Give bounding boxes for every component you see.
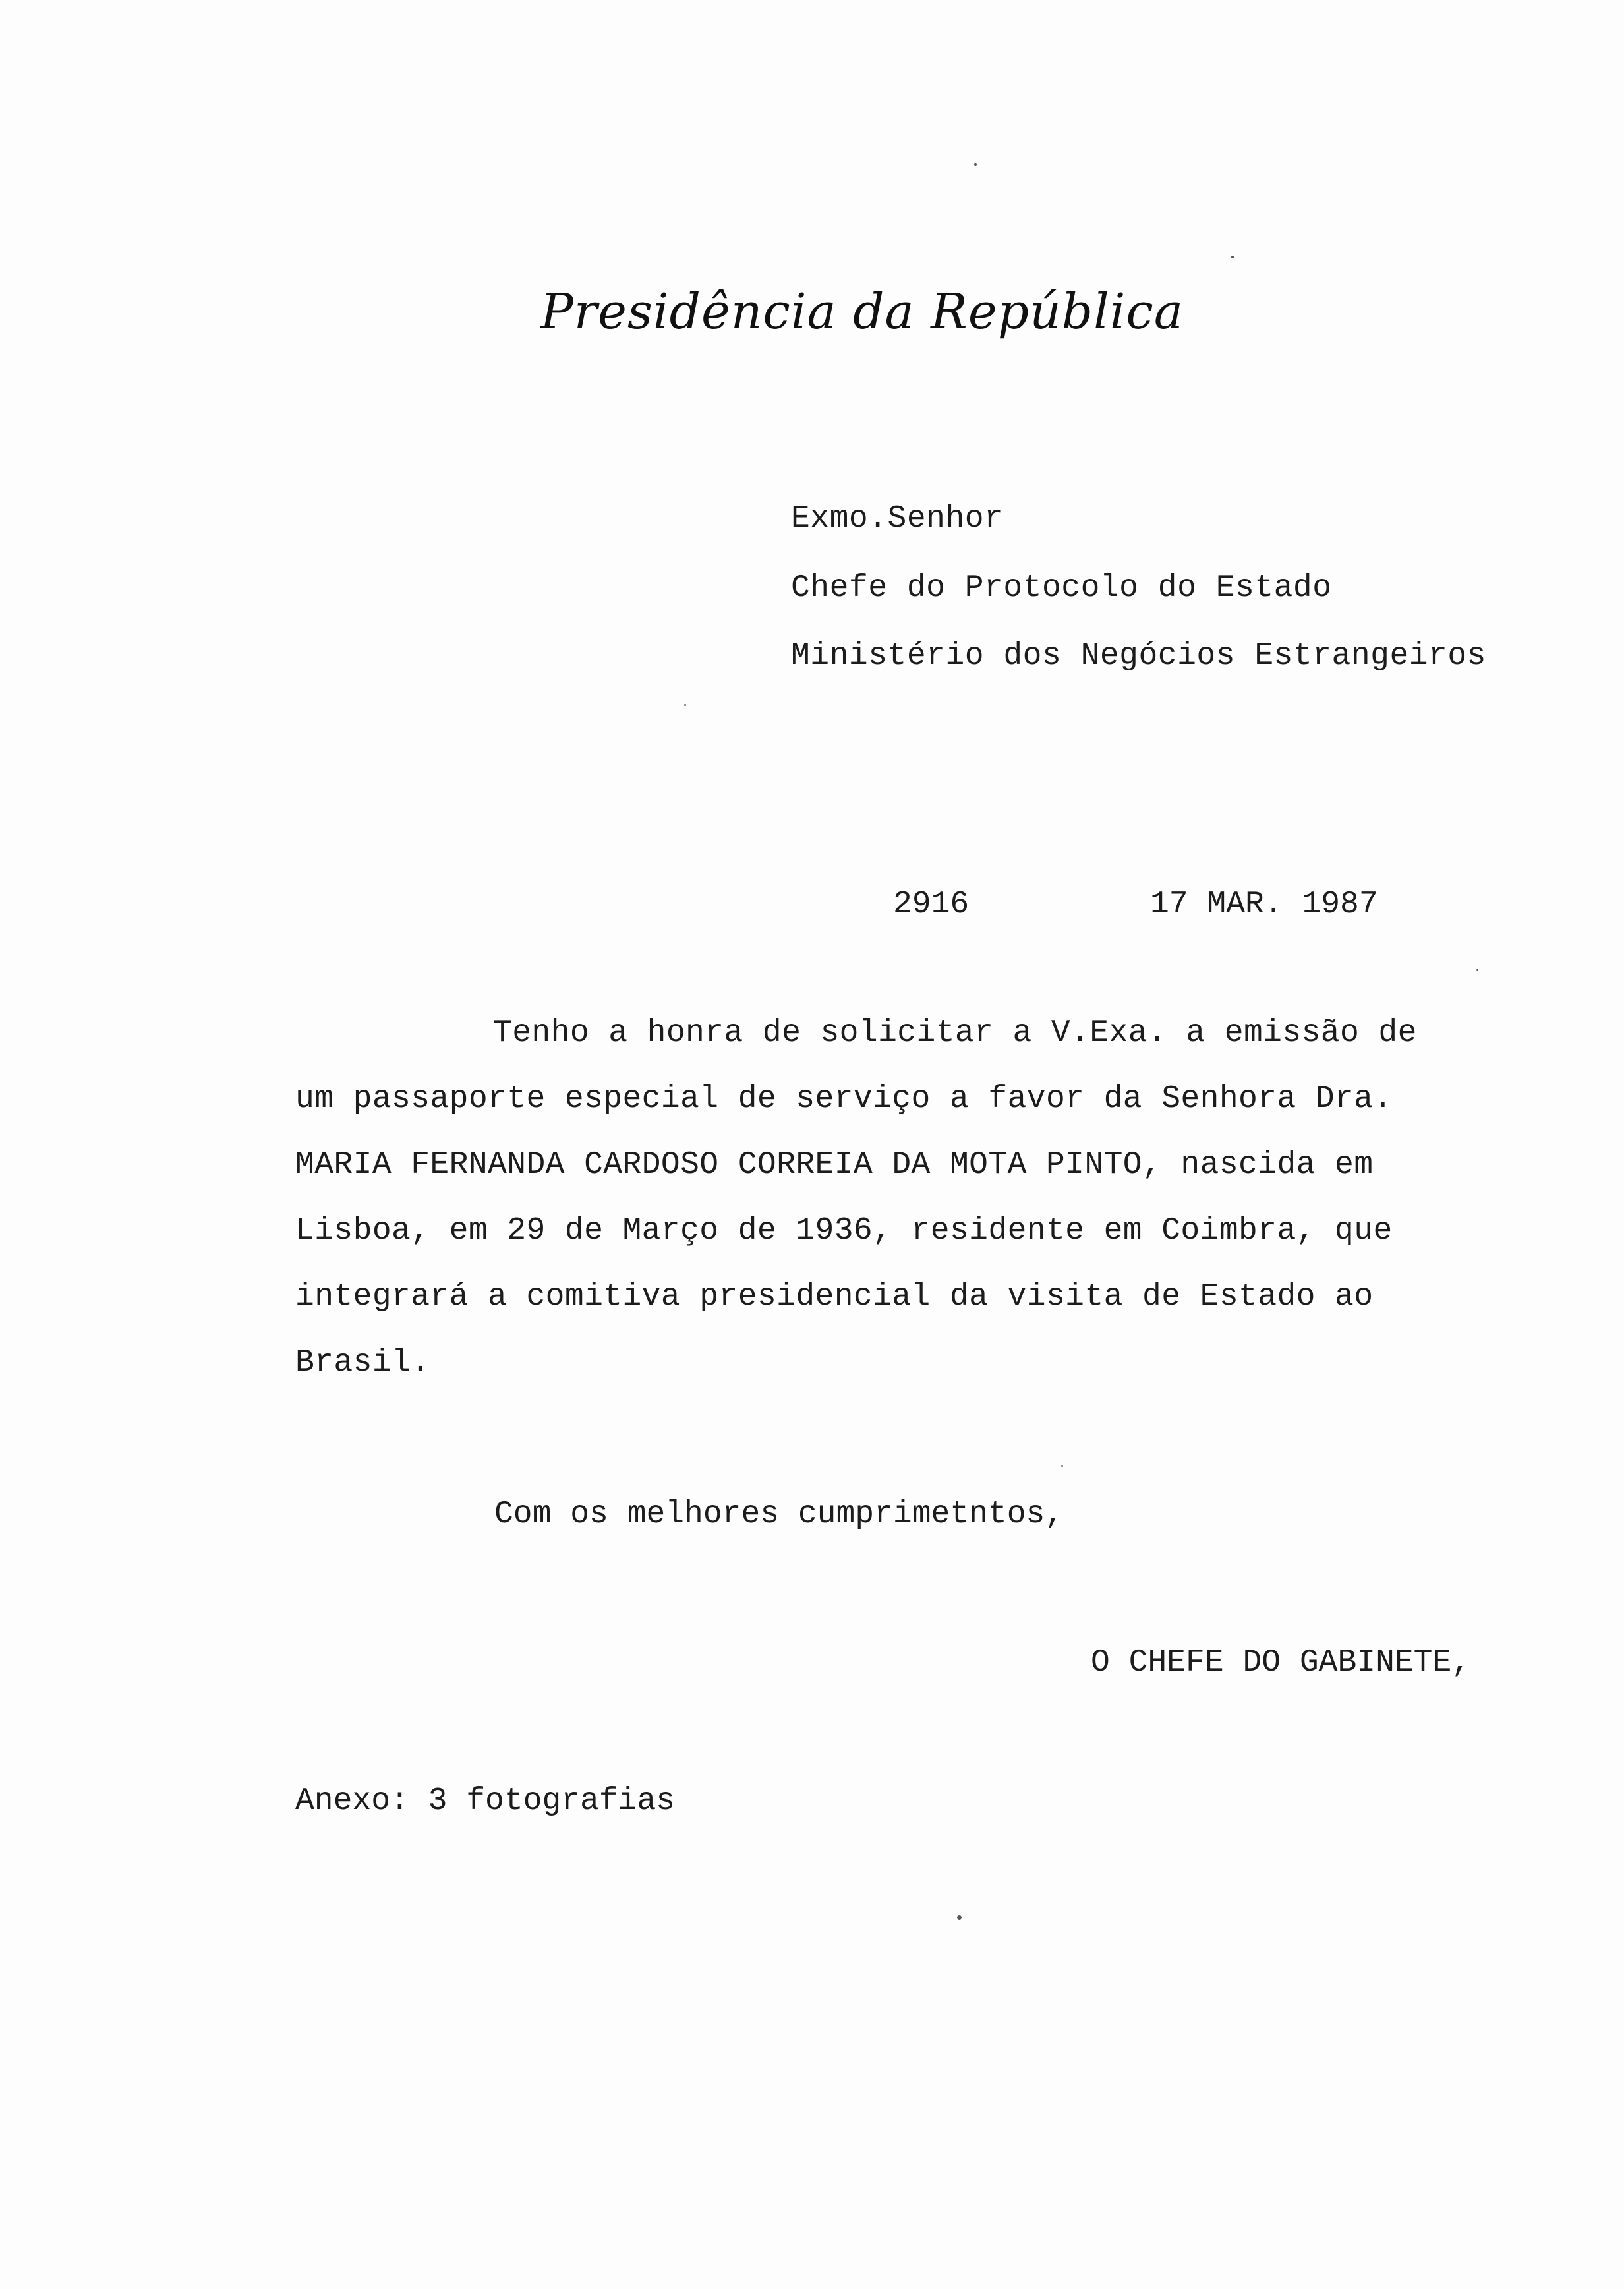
scan-speck: [1476, 969, 1478, 971]
annex-note: Anexo: 3 fotografias: [295, 1783, 676, 1819]
letterhead-title: Presidência da República: [540, 283, 1184, 340]
scan-speck: [957, 1915, 962, 1920]
body-line-2: um passaporte especial de serviço a favor da Senhora Dra.: [295, 1081, 1393, 1117]
reference-date: 17 MAR. 1987: [1150, 887, 1378, 922]
body-line-3: MARIA FERNANDA CARDOSO CORREIA DA MOTA PINTO, nascida em: [295, 1147, 1374, 1183]
scan-speck: [974, 164, 977, 166]
body-line-6: Brasil.: [295, 1345, 430, 1381]
body-line-5: integrará a comitiva presidencial da visita de Estado ao: [295, 1279, 1374, 1315]
addressee-salutation: Exmo.Senhor: [791, 501, 1004, 537]
signoff-title: O CHEFE DO GABINETE,: [1091, 1645, 1471, 1680]
scan-speck: [1061, 1465, 1063, 1467]
body-line-4: Lisboa, em 29 de Março de 1936, residente em Coimbra, que: [295, 1213, 1393, 1249]
scan-speck: [684, 704, 686, 706]
closing-phrase: Com os melhores cumprimetntos,: [494, 1497, 1064, 1532]
addressee-title: Chefe do Protocolo do Estado: [791, 570, 1332, 606]
addressee-ministry: Ministério dos Negócios Estrangeiros: [791, 638, 1486, 674]
scan-speck: [1231, 256, 1234, 258]
body-line-1: Tenho a honra de solicitar a V.Exa. a emissão de: [493, 1015, 1417, 1051]
reference-number: 2916: [893, 887, 970, 922]
